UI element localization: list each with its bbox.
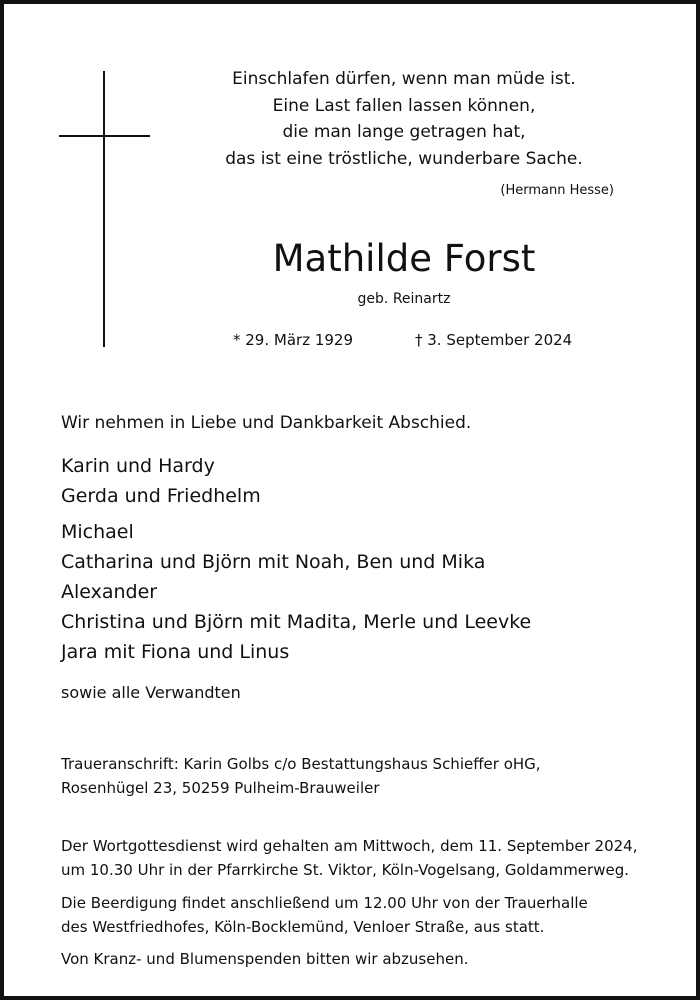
burial-line: Die Beerdigung findet anschließend um 12.00 Uhr von der Trauerhalle — [61, 894, 588, 912]
deceased-name: Mathilde Forst — [272, 237, 536, 280]
service-line: um 10.30 Uhr in der Pfarrkirche St. Viktor, Köln-Vogelsang, Goldammerweg. — [61, 861, 629, 879]
family-group-2 — [61, 517, 681, 667]
burial-info — [61, 891, 681, 939]
birth-date: * 29. März 1929 — [233, 331, 354, 349]
burial-line: des Westfriedhofes, Köln-Bocklemünd, Venloer Straße, aus statt. — [61, 918, 545, 936]
mourner: Michael — [61, 521, 134, 543]
mourner: Gerda und Friedhelm — [61, 485, 261, 507]
service-line: Der Wortgottesdienst wird gehalten am Mittwoch, dem 11. September 2024, — [61, 837, 638, 855]
mourner: Jara mit Fiona und Linus — [61, 641, 290, 663]
address-line: Rosenhügel 23, 50259 Pulheim-Brauweiler — [61, 779, 380, 797]
relatives-text: sowie alle Verwandten — [61, 683, 241, 702]
mourning-address — [61, 752, 681, 800]
mourner: Catharina und Björn mit Noah, Ben und Mika — [61, 551, 486, 573]
farewell-text: Wir nehmen in Liebe und Dankbarkeit Abschied. — [61, 413, 472, 433]
poem-line: die man lange getragen hat, — [282, 122, 526, 142]
service-info — [61, 834, 681, 882]
mourner: Alexander — [61, 581, 158, 603]
mourner: Christina und Björn mit Madita, Merle und Leevke — [61, 611, 532, 633]
flowers-note — [61, 947, 681, 971]
death-date: † 3. September 2024 — [415, 331, 573, 349]
poem-line: Eine Last fallen lassen können, — [272, 95, 536, 116]
poem-author: (Hermann Hesse) — [500, 183, 614, 198]
address-line: Traueranschrift: Karin Golbs c/o Bestattungshaus Schieffer oHG, — [61, 755, 541, 773]
mourner: Karin und Hardy — [61, 455, 215, 477]
birth-name: geb. Reinartz — [357, 291, 451, 307]
cross-icon — [103, 71, 105, 347]
poem — [154, 66, 654, 172]
family-group-1 — [61, 451, 681, 511]
poem-line: das ist eine tröstliche, wunderbare Sache. — [225, 148, 583, 169]
poem-line: Einschlafen dürfen, wenn man müde ist. — [232, 69, 576, 89]
cross-icon-bar — [59, 135, 150, 137]
flowers-line: Von Kranz- und Blumenspenden bitten wir abzusehen. — [61, 950, 469, 968]
